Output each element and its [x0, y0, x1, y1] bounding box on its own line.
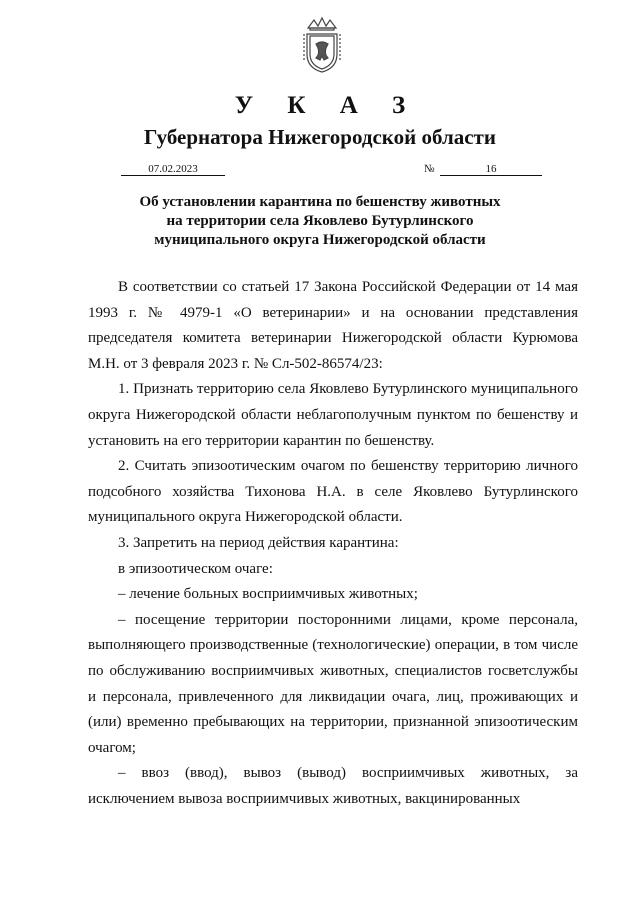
number-label: № [424, 163, 435, 175]
paragraph-bullet: – ввоз (ввод), вывоз (вывод) восприимчивых животных, за исключением вывоза восприимчивых животных, вакцинированных [88, 765, 578, 807]
document-issuer: Губернатора Нижегородской области [144, 125, 496, 149]
heading-line: Об установлении карантина по бешенству животных [139, 194, 501, 210]
document-date: 07.02.2023 [121, 163, 225, 176]
document-title: У К А З [234, 92, 420, 119]
coat-of-arms-icon [302, 14, 342, 76]
paragraph-preamble: В соответствии со статьей 17 Закона Российской Федерации от 14 мая 1993 г. № 4979-1 «О ветеринарии» и на основании представления председателя комитета ветеринарии Нижегородской области Курюмова М.Н. от 3 февраля 2023 г. № Сл-502-86574/23: [88, 279, 578, 372]
paragraph-bullet: – лечение больных восприимчивых животных; [118, 586, 418, 603]
document-number: 16 [440, 163, 542, 176]
heading-line: муниципального округа Нижегородской области [154, 232, 486, 248]
document-body [88, 275, 578, 812]
paragraph-item-2: 2. Считать эпизоотическим очагом по бешенству территорию личного подсобного хозяйства Тихонова Н.А. в селе Яковлево Бутурлинского муниципального округа Нижегородской области. [88, 458, 578, 526]
document-heading [0, 193, 640, 250]
paragraph-subheading: в эпизоотическом очаге: [118, 560, 273, 577]
paragraph-bullet: – посещение территории посторонними лицами, кроме персонала, выполняющего производственные (технологические) операции, в том числе по обслуживанию восприимчивых животных, специалистов госветслужбы и персонала, привлеченного для ликвидации очага, лиц, проживающих и (или) временно пребывающих на территории, признанной эпизоотическим очагом; [88, 611, 578, 756]
heading-line: на территории села Яковлево Бутурлинского [166, 213, 474, 229]
paragraph-item-1: 1. Признать территорию села Яковлево Бутурлинского муниципального округа Нижегородской области неблагополучным пунктом по бешенству и установить на его территории карантин по бешенству. [88, 381, 578, 449]
paragraph-item-3: 3. Запретить на период действия карантина: [118, 534, 399, 551]
